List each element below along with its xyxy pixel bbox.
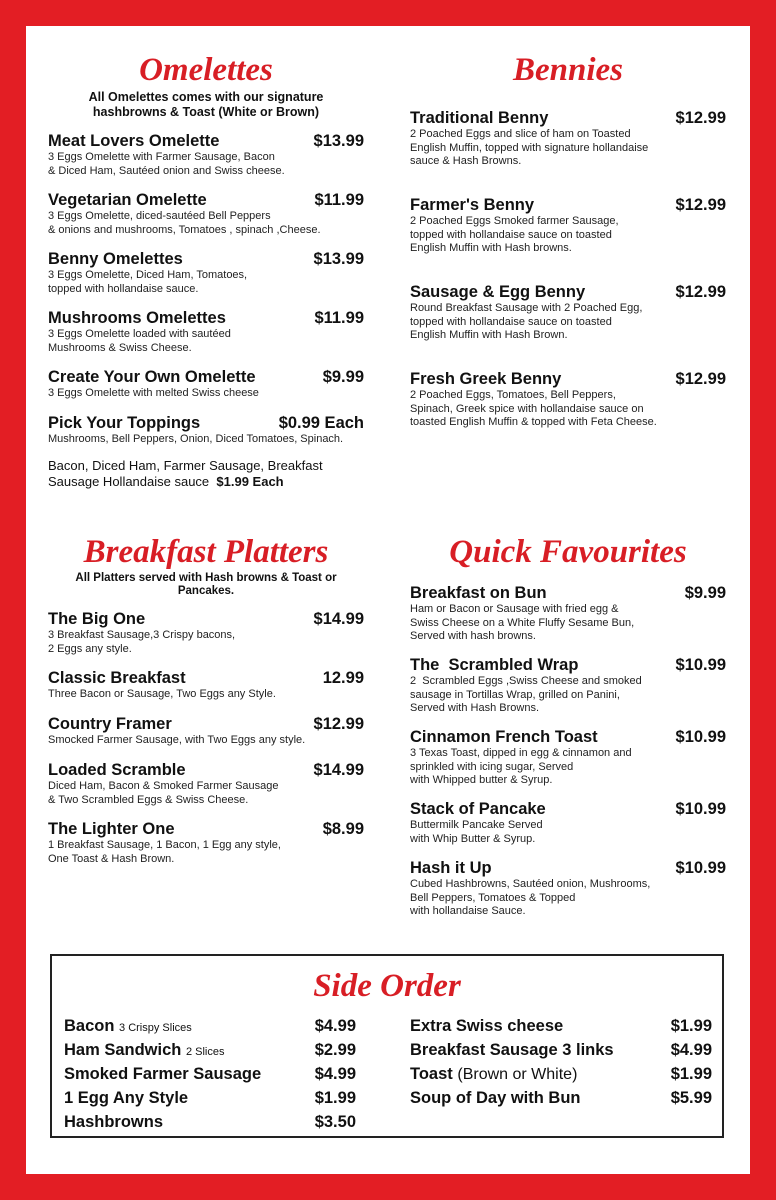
item-name: The Lighter One bbox=[48, 820, 175, 838]
item-name: Hash it Up bbox=[410, 859, 492, 877]
omelettes-subtitle-line: hashbrowns & Toast (White or Brown) bbox=[92, 105, 320, 119]
item-price: $10.99 bbox=[675, 859, 726, 877]
item-description: 3 Breakfast Sausage,3 Crispy bacons, bbox=[48, 629, 236, 641]
menu-item bbox=[48, 132, 364, 178]
item-description: with hollandaise Sauce. bbox=[410, 905, 526, 917]
menu-item bbox=[410, 584, 726, 644]
item-name: Meat Lovers Omelette bbox=[48, 132, 220, 150]
bennies-section bbox=[410, 52, 726, 472]
item-price: $12.99 bbox=[313, 715, 364, 733]
item-description: with Whipped butter & Syrup. bbox=[410, 774, 553, 786]
side-item-price: $1.99 bbox=[670, 1017, 712, 1035]
quick-favourites-title: Quick Favourites bbox=[449, 534, 687, 570]
menu-item bbox=[410, 656, 726, 716]
menu-page bbox=[26, 26, 750, 1174]
item-description: 3 Eggs Omelette with melted Swiss cheese bbox=[48, 387, 259, 399]
menu-item bbox=[48, 191, 364, 237]
menu-item bbox=[410, 196, 726, 256]
omelettes-title: Omelettes bbox=[139, 52, 273, 88]
toppings-extra-line: Sausage Hollandaise sauce bbox=[48, 474, 210, 489]
side-item bbox=[64, 1016, 356, 1038]
item-description: & Two Scrambled Eggs & Swiss Cheese. bbox=[48, 793, 249, 806]
side-item-name: Bacon bbox=[64, 1017, 115, 1035]
item-price: $9.99 bbox=[684, 584, 726, 602]
item-price: $11.99 bbox=[314, 191, 364, 209]
platters-section bbox=[48, 534, 364, 914]
item-description: English Muffin with Hash browns. bbox=[410, 242, 572, 254]
item-name: Create Your Own Omelette bbox=[48, 368, 256, 386]
item-description: 3 Eggs Omelette loaded with sautéed bbox=[48, 328, 231, 340]
menu-item bbox=[48, 715, 364, 748]
item-price: $0.99 Each bbox=[278, 414, 364, 432]
item-name: The Scrambled Wrap bbox=[410, 656, 579, 674]
side-item bbox=[64, 1112, 356, 1132]
side-item bbox=[410, 1016, 712, 1036]
side-item bbox=[64, 1088, 356, 1108]
item-description: toasted English Muffin & topped with Feta Cheese. bbox=[410, 416, 657, 428]
side-item-name: Toast bbox=[410, 1065, 453, 1083]
item-name: Benny Omelettes bbox=[48, 250, 183, 268]
menu-item bbox=[48, 414, 364, 447]
item-description: 3 Eggs Omelette with Farmer Sausage, Bacon bbox=[48, 151, 275, 163]
item-price: $13.99 bbox=[313, 250, 364, 268]
item-name: Mushrooms Omelettes bbox=[48, 309, 226, 327]
item-description: 3 Eggs Omelette, Diced Ham, Tomatoes, bbox=[48, 269, 248, 281]
item-price: $8.99 bbox=[322, 820, 364, 838]
omelettes-subtitle-line: All Omelettes comes with our signature bbox=[88, 90, 324, 104]
menu-item bbox=[410, 859, 726, 919]
item-description: Mushrooms, Bell Peppers, Onion, Diced Tomatoes, Spinach. bbox=[48, 433, 344, 445]
omelettes-section bbox=[48, 52, 364, 502]
item-price: $11.99 bbox=[314, 309, 364, 327]
item-description: English Muffin, topped with signature hollandaise bbox=[410, 141, 649, 154]
side-item bbox=[410, 1064, 712, 1085]
side-order-title: Side Order bbox=[313, 968, 461, 1004]
item-name: Fresh Greek Benny bbox=[410, 370, 562, 388]
item-description: Buttermilk Pancake Served bbox=[410, 819, 543, 831]
item-price: $10.99 bbox=[675, 656, 726, 674]
item-description: 2 Poached Eggs, Tomatoes, Bell Peppers, bbox=[410, 389, 616, 401]
side-item-note: 2 Slices bbox=[185, 1046, 225, 1058]
side-item-name: Ham Sandwich bbox=[64, 1041, 182, 1059]
item-name: Pick Your Toppings bbox=[48, 414, 201, 432]
side-order-box bbox=[50, 954, 724, 1138]
item-description: Ham or Bacon or Sausage with fried egg & bbox=[410, 603, 619, 615]
item-description: Served with hash browns. bbox=[410, 630, 536, 642]
item-description: English Muffin with Hash Brown. bbox=[410, 329, 568, 341]
side-item-price: $4.99 bbox=[314, 1017, 356, 1035]
item-description: 2 Poached Eggs Smoked farmer Sausage, bbox=[410, 215, 619, 227]
side-item bbox=[64, 1064, 356, 1084]
side-item-price: $5.99 bbox=[670, 1089, 712, 1107]
side-item-name: Soup of Day with Bun bbox=[410, 1089, 581, 1107]
side-item-price: $3.50 bbox=[314, 1113, 356, 1131]
side-item-name: Breakfast Sausage 3 links bbox=[410, 1041, 614, 1059]
item-description: topped with hollandaise sauce. bbox=[48, 282, 199, 295]
menu-item bbox=[48, 820, 364, 866]
item-description: sausage in Tortillas Wrap, grilled on Panini, bbox=[410, 688, 620, 701]
item-price: $13.99 bbox=[313, 132, 364, 150]
menu-item bbox=[410, 109, 726, 169]
menu-item bbox=[48, 368, 364, 401]
side-item-name: 1 Egg Any Style bbox=[64, 1089, 189, 1107]
toppings-extra bbox=[48, 458, 364, 490]
menu-item bbox=[48, 610, 364, 656]
item-name: Stack of Pancake bbox=[410, 800, 546, 818]
item-price: $10.99 bbox=[675, 728, 726, 746]
item-description: Diced Ham, Bacon & Smoked Farmer Sausage bbox=[48, 780, 279, 792]
item-description: Smocked Farmer Sausage, with Two Eggs any style. bbox=[48, 734, 306, 746]
item-description: sauce & Hash Browns. bbox=[410, 155, 522, 167]
item-description: Served with Hash Browns. bbox=[410, 702, 539, 714]
item-description: 3 Eggs Omelette, diced-sautéed Bell Peppers bbox=[48, 210, 271, 222]
menu-item bbox=[48, 669, 364, 702]
item-description: One Toast & Hash Brown. bbox=[48, 852, 175, 865]
item-description: with Whip Butter & Syrup. bbox=[410, 832, 536, 845]
item-name: Vegetarian Omelette bbox=[48, 191, 207, 209]
item-price: $12.99 bbox=[675, 283, 726, 301]
item-description: 2 Scrambled Eggs ,Swiss Cheese and smoked bbox=[410, 675, 642, 687]
item-name: Classic Breakfast bbox=[48, 669, 186, 687]
side-item-price: $1.99 bbox=[670, 1065, 712, 1083]
item-price: $12.99 bbox=[675, 109, 726, 127]
platters-subtitle-line: All Platters served with Hash browns & Toast or bbox=[75, 572, 337, 584]
item-name: Sausage & Egg Benny bbox=[410, 283, 586, 301]
item-description: Cubed Hashbrowns, Sautéed onion, Mushrooms, bbox=[410, 878, 651, 890]
side-item bbox=[410, 1040, 712, 1060]
item-description: Bell Peppers, Tomatoes & Topped bbox=[410, 891, 576, 904]
side-item bbox=[410, 1088, 712, 1108]
item-description: topped with hollandaise sauce on toasted bbox=[410, 228, 612, 241]
menu-item bbox=[410, 283, 726, 343]
item-name: The Big One bbox=[48, 610, 146, 628]
item-description: & Diced Ham, Sautéed onion and Swiss cheese. bbox=[48, 164, 285, 177]
side-item-price: $4.99 bbox=[314, 1065, 356, 1083]
item-price: $12.99 bbox=[675, 196, 726, 214]
side-item-price: $1.99 bbox=[314, 1089, 356, 1107]
item-name: Country Framer bbox=[48, 715, 172, 733]
item-description: Three Bacon or Sausage, Two Eggs any Style. bbox=[48, 688, 276, 700]
item-description: 1 Breakfast Sausage, 1 Bacon, 1 Egg any style, bbox=[48, 839, 281, 851]
item-price: $9.99 bbox=[322, 368, 364, 386]
item-description: Mushrooms & Swiss Cheese. bbox=[48, 341, 192, 354]
platters-subtitle bbox=[48, 572, 364, 598]
item-price: $14.99 bbox=[313, 610, 364, 628]
item-name: Loaded Scramble bbox=[48, 761, 186, 779]
item-name: Breakfast on Bun bbox=[410, 584, 547, 602]
platters-title: Breakfast Platters bbox=[83, 534, 329, 570]
menu-item bbox=[410, 800, 726, 846]
item-name: Traditional Benny bbox=[410, 109, 549, 127]
item-description: & onions and mushrooms, Tomatoes , spinach ,Cheese. bbox=[48, 223, 321, 236]
item-name: Cinnamon French Toast bbox=[410, 728, 598, 746]
item-description: Round Breakfast Sausage with 2 Poached Egg, bbox=[410, 302, 643, 314]
side-item-note: (Brown or White) bbox=[457, 1066, 578, 1083]
item-price: $12.99 bbox=[675, 370, 726, 388]
toppings-extra-price: $1.99 Each bbox=[216, 474, 284, 489]
omelettes-subtitle bbox=[48, 90, 364, 120]
item-description: Swiss Cheese on a White Fluffy Sesame Bun, bbox=[410, 616, 635, 629]
item-price: 12.99 bbox=[322, 669, 364, 687]
side-item-note: 3 Crispy Slices bbox=[119, 1022, 192, 1034]
item-price: $10.99 bbox=[675, 800, 726, 818]
item-description: 3 Texas Toast, dipped in egg & cinnamon and bbox=[410, 747, 632, 759]
side-item-price: $4.99 bbox=[670, 1041, 712, 1059]
side-item-name: Hashbrowns bbox=[64, 1113, 164, 1131]
platters-subtitle-line: Pancakes. bbox=[177, 585, 235, 597]
toppings-extra-line: Bacon, Diced Ham, Farmer Sausage, Breakfast bbox=[48, 458, 323, 473]
side-item-name: Smoked Farmer Sausage bbox=[64, 1065, 262, 1083]
item-description: sprinkled with icing sugar, Served bbox=[410, 760, 574, 773]
menu-item bbox=[48, 309, 364, 355]
item-name: Farmer's Benny bbox=[410, 196, 535, 214]
menu-item bbox=[48, 761, 364, 807]
item-description: 2 Poached Eggs and slice of ham on Toasted bbox=[410, 128, 631, 140]
side-item-name: Extra Swiss cheese bbox=[410, 1017, 564, 1035]
side-item-price: $2.99 bbox=[314, 1041, 356, 1059]
item-description: topped with hollandaise sauce on toasted bbox=[410, 315, 612, 328]
item-description: 2 Eggs any style. bbox=[48, 642, 132, 655]
side-item bbox=[64, 1040, 356, 1062]
menu-item bbox=[410, 728, 726, 788]
item-price: $14.99 bbox=[313, 761, 364, 779]
menu-item bbox=[48, 250, 364, 296]
item-description: Spinach, Greek spice with hollandaise sauce on bbox=[410, 402, 644, 415]
quick-favourites-section bbox=[410, 534, 726, 934]
bennies-title: Bennies bbox=[512, 52, 624, 88]
menu-item bbox=[410, 370, 726, 430]
